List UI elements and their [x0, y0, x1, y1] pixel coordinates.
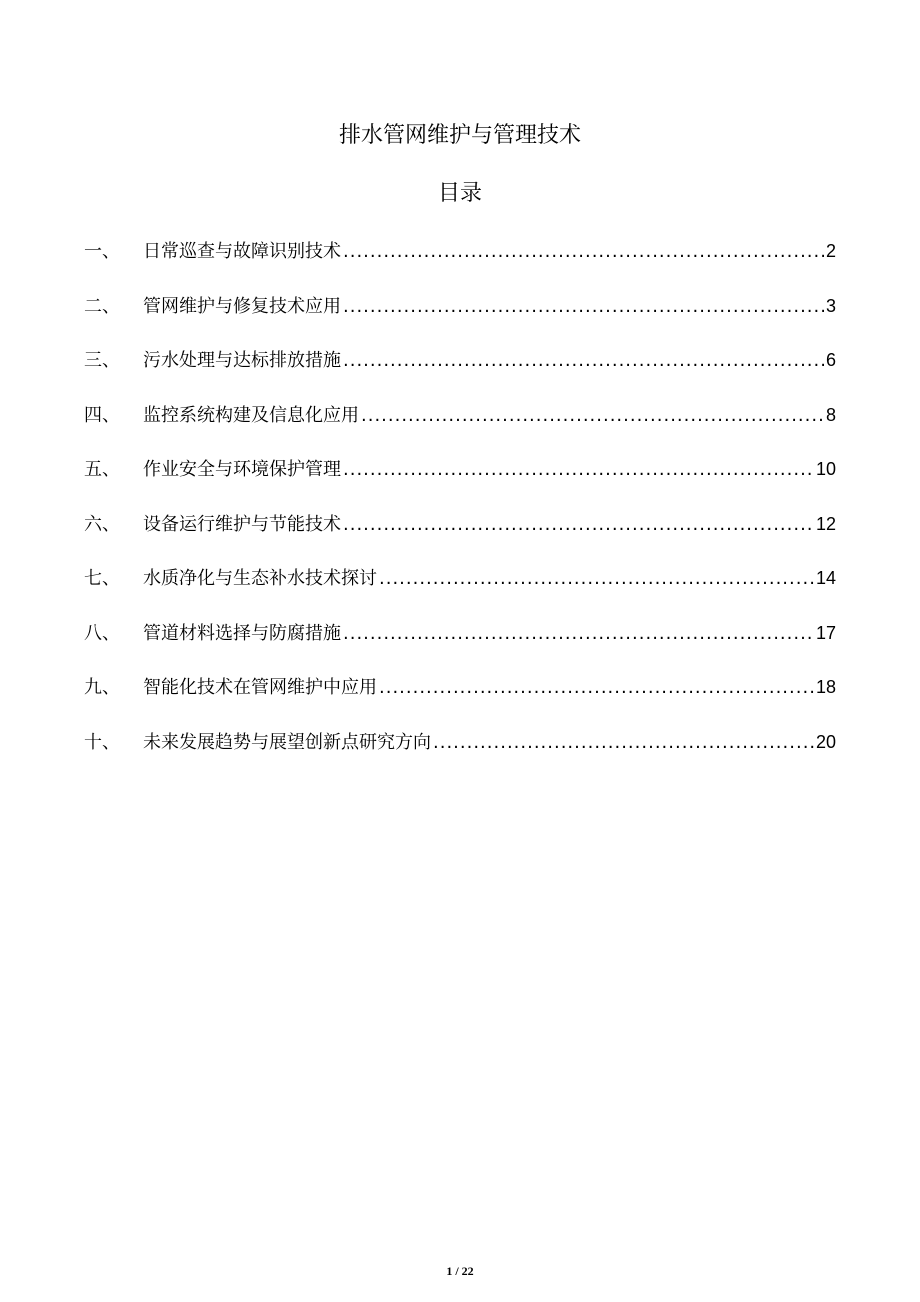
toc-entry-1[interactable] — [84, 236, 836, 291]
toc-entry-title[interactable]: 水质净化与生态补水技术探讨 — [143, 568, 377, 589]
toc-entry-title[interactable]: 日常巡查与故障识别技术 — [143, 241, 341, 262]
toc-entry-8[interactable] — [84, 618, 836, 673]
toc-dot-leader — [343, 237, 824, 267]
toc-entry-number: 一、 — [84, 241, 120, 262]
toc-entry-page[interactable]: 3 — [825, 295, 836, 316]
toc-entry-title[interactable]: 作业安全与环境保护管理 — [143, 459, 341, 480]
toc-dot-leader — [343, 619, 814, 649]
toc-entry-number: 五、 — [84, 459, 120, 480]
toc-entry-5[interactable] — [84, 454, 836, 509]
toc-entry-number: 十、 — [84, 731, 120, 753]
toc-entry-title[interactable]: 监控系统构建及信息化应用 — [143, 404, 359, 426]
toc-entry-number: 三、 — [84, 350, 120, 371]
toc-entry-title[interactable]: 智能化技术在管网维护中应用 — [143, 677, 377, 698]
toc-entry-page[interactable]: 8 — [825, 404, 836, 425]
toc-dot-leader — [379, 564, 814, 594]
toc-entry-number: 六、 — [84, 513, 120, 535]
toc-dot-leader — [433, 728, 814, 758]
toc-entry-title[interactable]: 污水处理与达标排放措施 — [143, 350, 341, 371]
toc-entry-10[interactable] — [84, 727, 836, 782]
toc-entry-number: 七、 — [84, 568, 120, 589]
toc-entry-number: 二、 — [84, 295, 120, 317]
toc-entry-2[interactable] — [84, 291, 836, 346]
toc-heading: 目录 — [437, 181, 482, 206]
toc-entry-title[interactable]: 管道材料选择与防腐措施 — [143, 622, 341, 644]
toc-entry-title[interactable]: 设备运行维护与节能技术 — [143, 513, 341, 535]
toc-entry-number: 四、 — [84, 404, 120, 426]
toc-entry-page[interactable]: 18 — [815, 677, 836, 697]
toc-entry-7[interactable] — [84, 563, 836, 618]
toc-entry-title[interactable]: 未来发展趋势与展望创新点研究方向 — [143, 731, 431, 753]
document-title: 排水管网维护与管理技术 — [338, 123, 581, 148]
toc-dot-leader — [343, 346, 824, 376]
toc-entry-page[interactable]: 10 — [815, 459, 836, 479]
toc-entry-number: 八、 — [84, 622, 120, 644]
toc-entry-page[interactable]: 6 — [825, 350, 836, 370]
toc-dot-leader — [379, 673, 814, 703]
toc-dot-leader — [343, 292, 824, 322]
toc-entry-page[interactable]: 12 — [815, 513, 836, 534]
page-number-footer: 1 / 22 — [446, 1264, 474, 1278]
toc-entry-page[interactable]: 17 — [815, 622, 836, 643]
toc-entry-6[interactable] — [84, 509, 836, 564]
toc-entry-3[interactable] — [84, 345, 836, 400]
toc-entry-page[interactable]: 14 — [815, 568, 836, 588]
toc-entry-page[interactable]: 20 — [815, 731, 836, 752]
toc-entry-4[interactable] — [84, 400, 836, 455]
toc-entry-page[interactable]: 2 — [825, 241, 836, 261]
toc-entry-title[interactable]: 管网维护与修复技术应用 — [143, 295, 341, 317]
toc-dot-leader — [361, 401, 824, 431]
table-of-contents — [84, 236, 836, 781]
toc-entry-number: 九、 — [84, 677, 120, 698]
toc-dot-leader — [343, 510, 814, 540]
toc-dot-leader — [343, 455, 814, 485]
toc-entry-9[interactable] — [84, 672, 836, 727]
